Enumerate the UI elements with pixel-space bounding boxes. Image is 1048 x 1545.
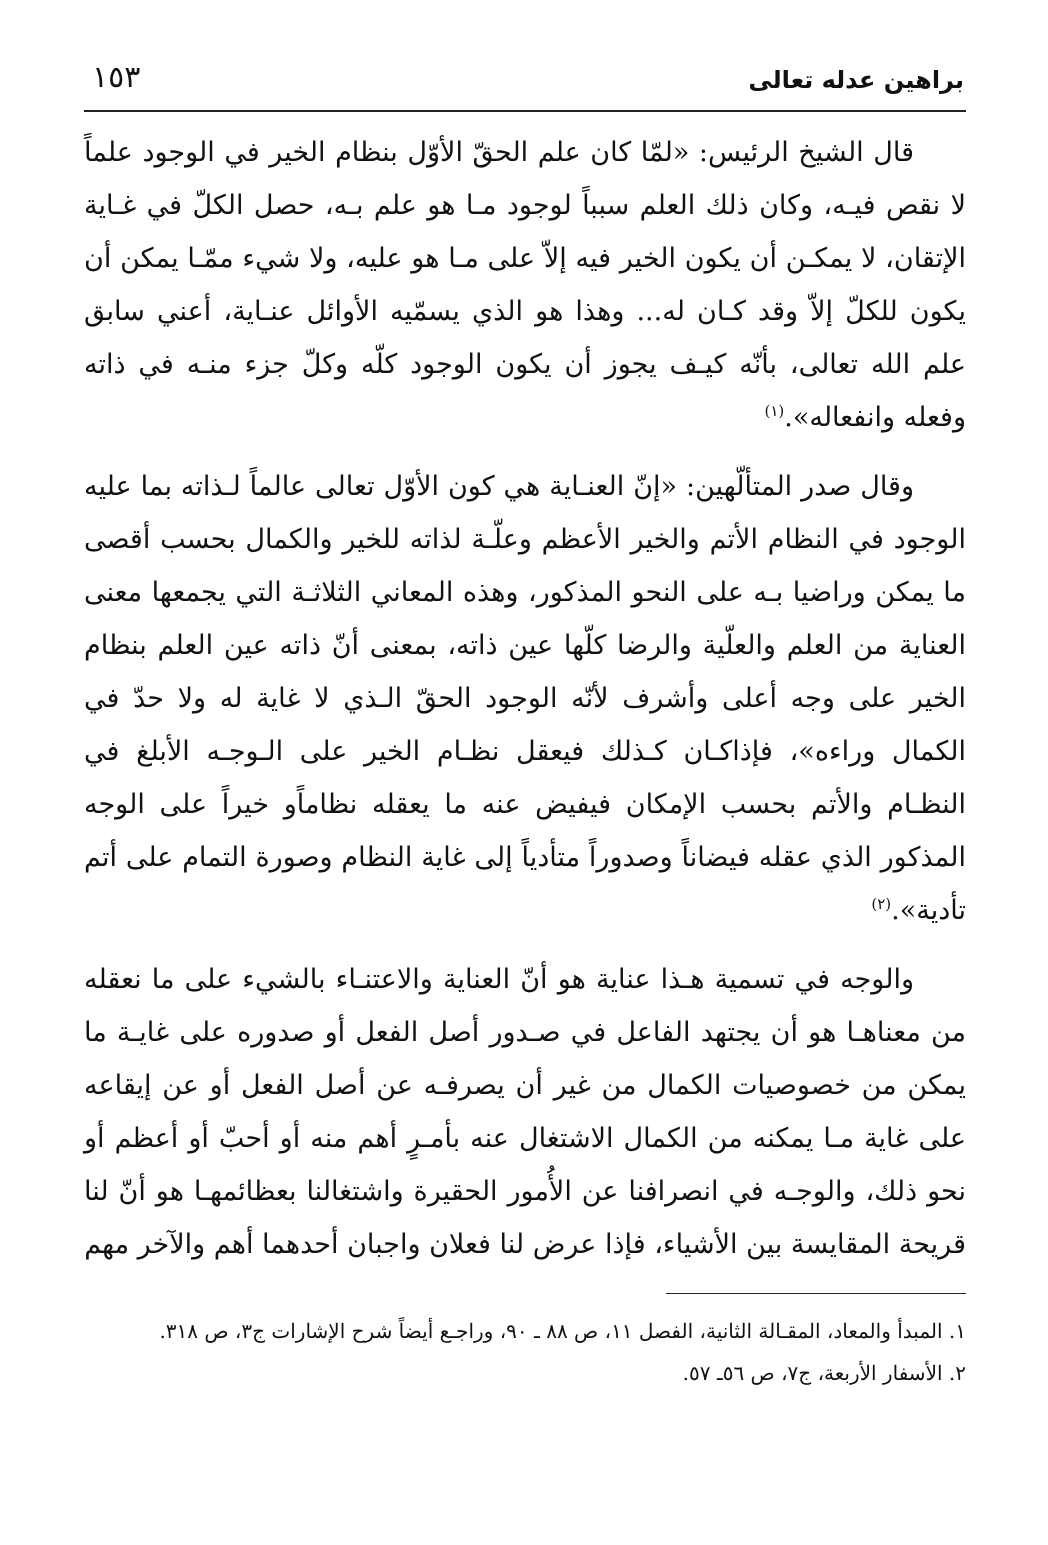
footnote-divider xyxy=(666,1293,966,1294)
footnote-ref-1: (١) xyxy=(764,402,785,420)
paragraph-3-text: والوجه في تسمية هـذا عناية هو أنّ العناية والاعتنـاء بالشيء على ما نعقله من معناهـا هو أن يجتهد الفاعل في صـدور أصل الفعل أو صدوره على غايـة ما يمكن من خصوصيات الكمال من غير أن يصرفـه عن أصل الفعل أو عن إيقاعه على غاية مـا يمكنه من الكمال الاشتغال عنه بأمـرٍ أهم منه أو أحبّ أو أعظم أو نحو ذلك، والوجـه في انصرافنا عن الأُمور الحقيرة واشتغالنا بعظائمهـا هو أنّ لنا قريحة المقايسة بين الأشياء، فإذا عرض لنا فعلان واجبان أحدهما أهم والآخر مهم xyxy=(84,964,966,1260)
body-text xyxy=(84,126,966,1271)
paragraph-2-text: وقال صدر المتألّهين: «إنّ العنـاية هي كون الأوّل تعالى عالماً لـذاته بما عليه الوجود في النظام الأتم والخير الأعظم وعلّـة لذاته للخير والكمال بحسب أقصى ما يمكن وراضيا بـه على النحو المذكور، وهذه المعاني الثلاثـة التي يجمعها معنى العناية من العلم والعلّية والرضا كلّها عين ذاته، بمعنى أنّ ذاته عين العلم بنظام الخير على وجه أعلى وأشرف لأنّه الوجود الحقّ الـذي لا غاية له ولا حدّ في الكمال وراءه»، فإذاكـان كـذلك فيعقل نظـام الخير على الـوجـه الأبلغ في النظـام والأتم بحسب الإمكان فيفيض عنه ما يعقله نظاماًو خيراً على الوجه المذكور الذي عقله فيضاناً وصدوراً متأدياً إلى غاية النظام وصورة التمام على أتم تأدية». xyxy=(84,471,966,926)
footnote-2: ٢. الأسفار الأربعة، ج٧، ص ٥٦ـ ٥٧. xyxy=(682,1361,966,1385)
document-page xyxy=(84,48,966,1508)
paragraph-3 xyxy=(84,953,966,1271)
page-number: ١٥٣ xyxy=(92,60,141,95)
paragraph-1 xyxy=(84,126,966,444)
paragraph-2 xyxy=(84,460,966,937)
footnote-1: ١. المبدأ والمعاد، المقـالة الثانية، الفصل ١١، ص ٨٨ ـ ٩٠، وراجـع أيضاً شرح الإشارات ج٣، ص ٣١٨. xyxy=(159,1319,966,1343)
paragraph-1-text: قال الشيخ الرئيس: «لمّا كان علم الحقّ الأوّل بنظام الخير في الوجود علماً لا نقص فيـه، وكان ذلك العلم سبباً لوجود مـا هو علم بـه، حصل الكلّ في غـاية الإتقان، لا يمكـن أن يكون الخير فيه إلاّ على مـا هو عليه، ولا شيء ممّـا يمكن أن يكون للكلّ إلاّ وقد كـان له... وهذا هو الذي يسمّيه الأوائل عنـاية، أعني سابق علم الله تعالى، بأنّه كيـف يجوز أن يكون الوجود كلّه وكلّ جزء منـه في ذاته وفعله وانفعاله». xyxy=(84,137,966,433)
running-title: براهين عدله تعالى xyxy=(748,66,964,94)
footnotes xyxy=(84,1312,966,1392)
running-header xyxy=(84,48,966,112)
footnote-ref-2: (٢) xyxy=(871,895,892,913)
